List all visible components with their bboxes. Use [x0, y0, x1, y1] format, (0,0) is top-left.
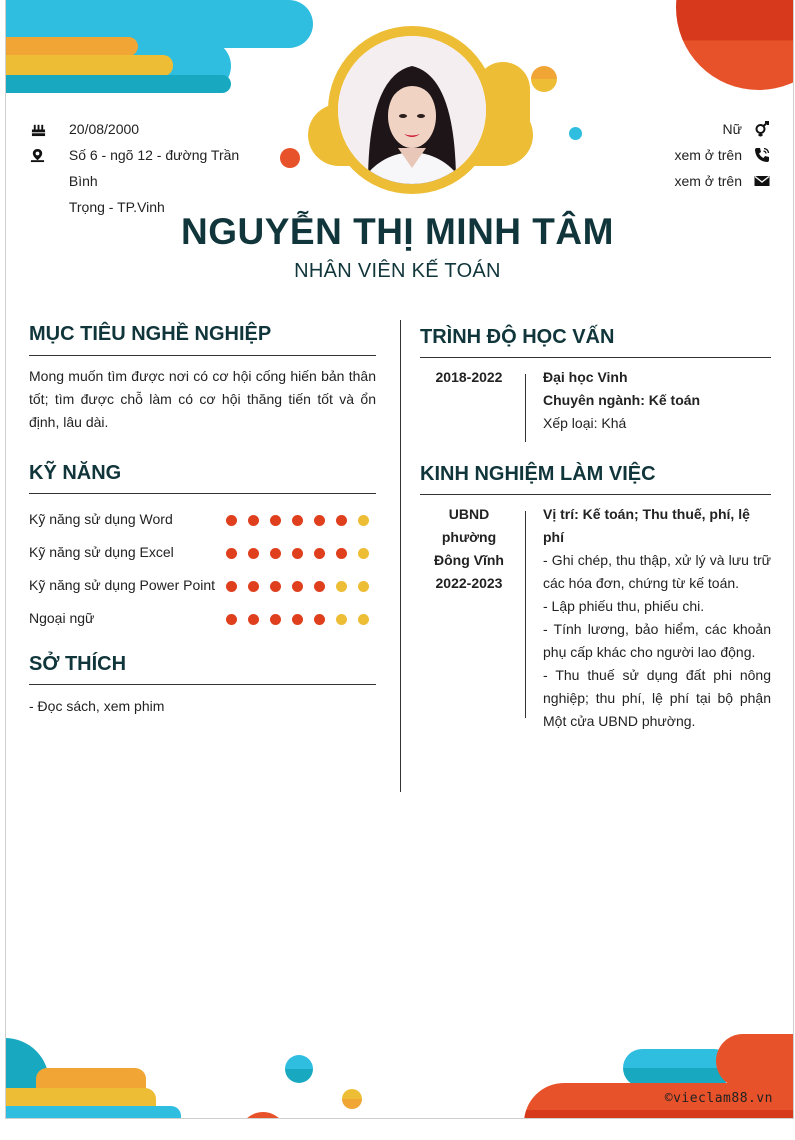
- experience-duty: - Lập phiếu thu, phiếu chi.: [543, 598, 705, 614]
- skill-dot-empty: [358, 515, 369, 526]
- skill-dot-filled: [270, 515, 281, 526]
- skill-rating: [226, 581, 369, 592]
- skills-title: KỸ NĂNG: [29, 462, 122, 484]
- deco-red-circle-top: [676, 0, 794, 90]
- skill-dot-filled: [248, 548, 259, 559]
- skill-dot-filled: [314, 515, 325, 526]
- experience-company: [420, 503, 518, 595]
- skill-dot-filled: [226, 548, 237, 559]
- cake-icon: [30, 121, 46, 137]
- experience-duty: - Thu thuế sử dụng đất phi nông nghiệp; thu phí, lệ phí tại bộ phận Một cửa UBND phường.: [543, 667, 771, 729]
- hobbies-title: SỞ THÍCH: [29, 653, 127, 675]
- experience-duty: - Tính lương, bảo hiểm, các khoản phụ cấp khác cho người lao động.: [543, 621, 771, 660]
- skill-dot-filled: [248, 515, 259, 526]
- skill-label: Kỹ năng sử dụng Power Point: [29, 577, 216, 593]
- skill-dot-empty: [358, 581, 369, 592]
- hobbies-text: - Đọc sách, xem phim: [29, 698, 165, 714]
- skill-dot-filled: [336, 515, 347, 526]
- education-rule: [420, 357, 771, 358]
- contact-right: [600, 116, 770, 194]
- avatar: [338, 36, 486, 184]
- skill-dot-filled: [314, 581, 325, 592]
- contact-left: [30, 116, 270, 220]
- education-title: TRÌNH ĐỘ HỌC VẤN: [420, 326, 615, 348]
- skill-label: Ngoại ngữ: [29, 610, 95, 626]
- skill-dot-empty: [358, 548, 369, 559]
- deco-cyan-dot-bottom: [285, 1055, 313, 1083]
- experience-duty: - Ghi chép, thu thập, xử lý và lưu trữ các hóa đơn, chứng từ kế toán.: [543, 552, 771, 591]
- skill-rating: [226, 614, 369, 625]
- skill-dot-empty: [336, 581, 347, 592]
- column-divider: [400, 320, 401, 792]
- skill-dot-filled: [248, 581, 259, 592]
- skill-dot-filled: [292, 548, 303, 559]
- address-line2: Trọng - TP.Vinh: [68, 199, 165, 215]
- deco-teal-bar: [5, 75, 231, 93]
- gender-icon: [754, 121, 770, 137]
- skill-dot-filled: [292, 581, 303, 592]
- skill-dot-filled: [248, 614, 259, 625]
- education-major: Chuyên ngành: Kế toán: [543, 392, 701, 408]
- skill-dot-filled: [314, 614, 325, 625]
- address-line1: Số 6 - ngõ 12 - đường Trần Bình: [68, 147, 240, 189]
- education-period: 2018-2022: [435, 369, 503, 385]
- location-pin-icon: [30, 147, 46, 163]
- deco-cyan-bar-bottom: [5, 1106, 181, 1119]
- education-school: Đại học Vinh: [543, 369, 628, 385]
- deco-red-dot-left: [280, 148, 300, 168]
- deco-yellow-dot-bottom: [342, 1089, 362, 1109]
- experience-details: [543, 503, 771, 733]
- skill-dot-filled: [270, 614, 281, 625]
- experience-position: Vị trí: Kế toán; Thu thuế, phí, lệ phí: [543, 506, 750, 545]
- skill-rating: [226, 515, 369, 526]
- birthday-text: 20/08/2000: [69, 121, 140, 137]
- skill-rating: [226, 548, 369, 559]
- experience-rule: [420, 494, 771, 495]
- objective-text: Mong muốn tìm được nơi có cơ hội cống hiến bản thân tốt; tìm được chỗ làm có cơ hội thăng tiến tốt và ổn định, lâu dài.: [29, 368, 376, 430]
- skill-dot-filled: [270, 581, 281, 592]
- envelope-icon: [754, 173, 770, 189]
- skills-rule: [29, 493, 376, 494]
- skill-dot-filled: [226, 581, 237, 592]
- hobbies-rule: [29, 684, 376, 685]
- deco-orange-bar: [5, 37, 138, 56]
- watermark: ©vieclam88.vn: [664, 1091, 773, 1106]
- deco-orange-bar-bottom: [36, 1068, 146, 1090]
- experience-company-line2: Đông Vĩnh: [434, 552, 504, 568]
- deco-orange-pill-bottom: [716, 1034, 794, 1088]
- phone-text: xem ở trên: [674, 147, 742, 163]
- education-details: [543, 366, 771, 435]
- candidate-name: NGUYỄN THỊ MINH TÂM: [181, 211, 614, 252]
- experience-period: 2022-2023: [435, 575, 503, 591]
- deco-red-half-bottom: [239, 1112, 287, 1119]
- skill-dot-filled: [314, 548, 325, 559]
- education-grade: Xếp loại: Khá: [543, 415, 627, 431]
- experience-title: KINH NGHIỆM LÀM VIỆC: [420, 463, 656, 485]
- objective-title: MỤC TIÊU NGHỀ NGHIỆP: [29, 323, 272, 345]
- deco-yellow-bar: [5, 55, 173, 76]
- deco-cyan-dot-small: [569, 127, 582, 140]
- job-title: NHÂN VIÊN KẾ TOÁN: [294, 260, 501, 282]
- experience-company-line1: UBND phường: [441, 506, 497, 545]
- objective-rule: [29, 355, 376, 356]
- skill-dot-empty: [358, 614, 369, 625]
- skill-dot-filled: [226, 614, 237, 625]
- skill-dot-empty: [336, 614, 347, 625]
- education-divider: [525, 374, 526, 442]
- skill-label: Kỹ năng sử dụng Word: [29, 511, 173, 527]
- deco-yellow-dot-right: [531, 66, 557, 92]
- skill-dot-filled: [292, 614, 303, 625]
- skill-label: Kỹ năng sử dụng Excel: [29, 544, 174, 560]
- skill-dot-filled: [292, 515, 303, 526]
- phone-icon: [754, 147, 770, 163]
- email-text: xem ở trên: [674, 173, 742, 189]
- skill-dot-filled: [336, 548, 347, 559]
- skill-dot-filled: [270, 548, 281, 559]
- gender-text: Nữ: [722, 121, 742, 137]
- skill-dot-filled: [226, 515, 237, 526]
- experience-divider: [525, 511, 526, 718]
